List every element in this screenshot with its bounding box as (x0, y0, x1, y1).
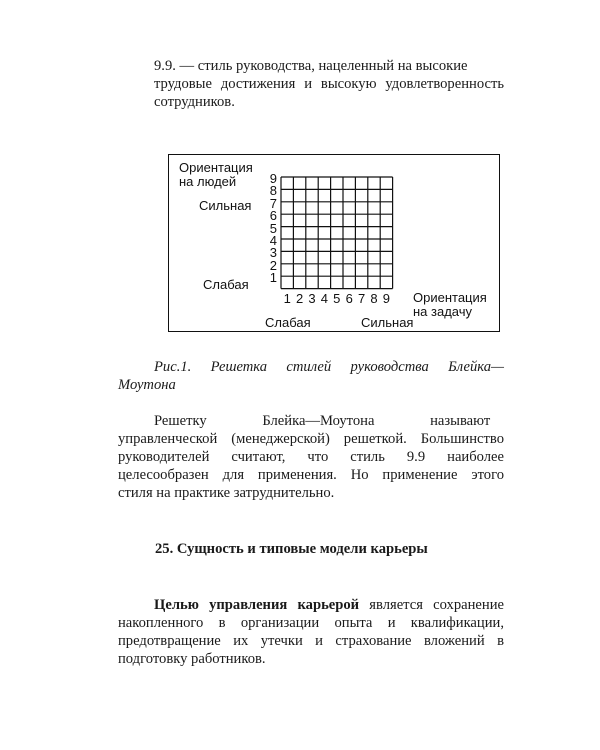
text-line (118, 596, 504, 614)
text-line: трудовые достижения и высокую удовлетворенность (154, 76, 504, 92)
x-tick-label: 1 (283, 290, 291, 306)
text-line: сотрудников. (154, 94, 235, 110)
x-tick-label: 3 (308, 290, 316, 306)
y-tick-label: 3 (269, 245, 277, 261)
text-line: целесообразен для применения. Но применение этого (118, 467, 504, 483)
x-axis-title-line2: на задачу (413, 304, 473, 319)
x-axis-title-line1: Ориентация (413, 290, 487, 305)
y-axis-title-line2: на людей (179, 174, 237, 189)
grid-lines (281, 177, 393, 289)
y-high-label: Сильная (199, 198, 252, 213)
text-line: управленческой (менеджерской) решеткой. Большинство (118, 431, 504, 447)
y-tick-label: 4 (269, 233, 277, 248)
text-line: руководителей считают, что стиль 9.9 наиболее (118, 449, 504, 465)
x-tick-label: 4 (320, 290, 328, 306)
text-line: Решетку Блейка—Моутона называют (154, 413, 491, 429)
line-rest: является сохранение (359, 597, 504, 613)
text-line: предотвращение их утечки и страхование вложений в (118, 633, 504, 649)
y-tick-label: 1 (269, 270, 277, 286)
x-low-label: Слабая (265, 315, 311, 330)
x-tick-label: 2 (295, 290, 304, 306)
x-tick-label: 7 (357, 290, 366, 306)
x-tick-label: 5 (333, 290, 341, 306)
text-line: подготовку работников. (118, 651, 266, 667)
text-line: 9.9. — стиль руководства, нацеленный на высокие (154, 58, 468, 74)
top-paragraph (118, 57, 504, 111)
y-tick-label: 5 (269, 220, 277, 236)
bold-lead: Целью управления карьерой (154, 597, 360, 613)
y-tick-label: 2 (269, 257, 277, 273)
text-line: накопленного в организации опыта и квалификации, (118, 615, 504, 631)
caption-line: Моутона (118, 377, 176, 393)
x-tick-label: 9 (382, 290, 390, 306)
caption-line: Рис.1. Решетка стилей руководства Блейка— (154, 359, 504, 375)
bottom-paragraph (118, 596, 504, 668)
middle-paragraph (118, 412, 504, 502)
y-low-label: Слабая (203, 277, 249, 292)
y-axis-title-line1: Ориентация (179, 160, 253, 175)
x-tick-label: 8 (370, 290, 378, 306)
figure-caption (118, 358, 504, 394)
y-tick-label: 6 (269, 208, 277, 224)
y-tick-label: 8 (269, 183, 277, 199)
x-high-label: Сильная (361, 315, 414, 330)
y-tick-label: 9 (269, 171, 277, 186)
managerial-grid-figure (168, 154, 500, 332)
x-tick-label: 6 (345, 290, 353, 306)
section-heading: 25. Сущность и типовые модели карьеры (155, 541, 428, 557)
y-tick-label: 7 (269, 195, 277, 211)
text-line: стиля на практике затруднительно. (118, 485, 335, 501)
